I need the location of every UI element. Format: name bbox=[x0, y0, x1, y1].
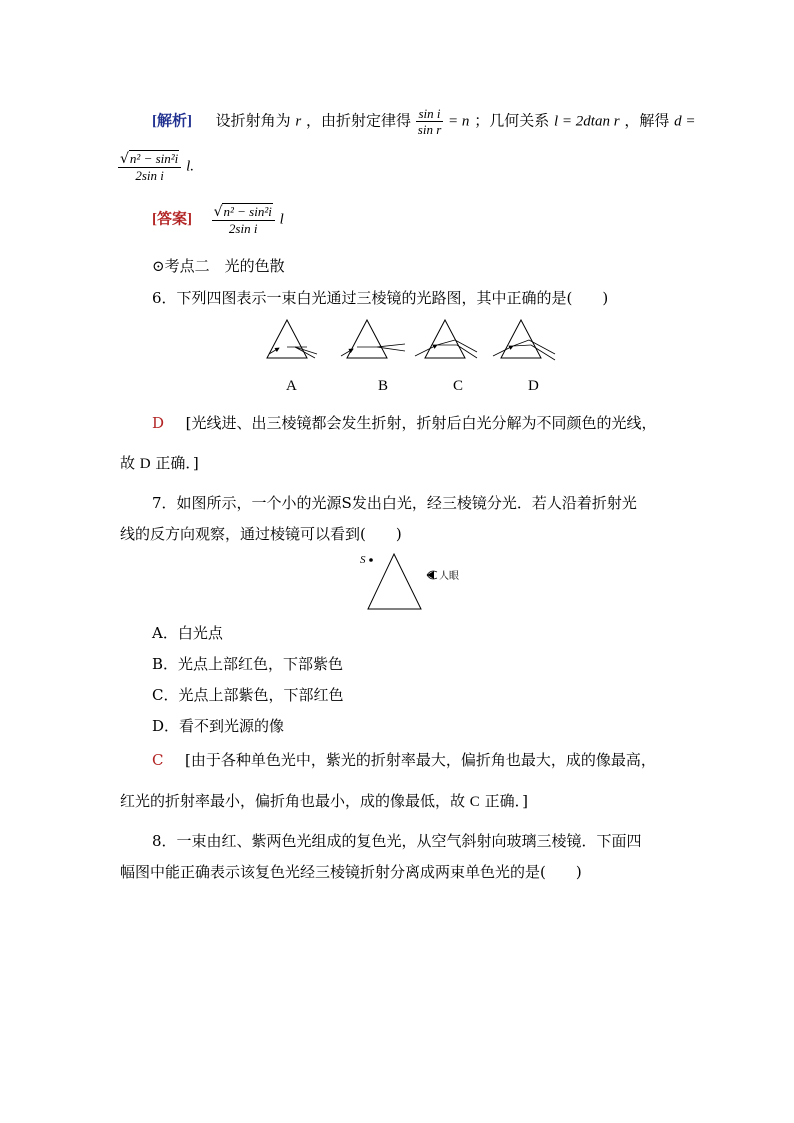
prism-triangle bbox=[368, 554, 421, 609]
q6-explanation-letter: D bbox=[139, 456, 151, 472]
q7-explanation-post: 正确．] bbox=[484, 792, 528, 810]
equals-n: = n bbox=[448, 113, 470, 130]
analysis-text-4: ，解得 bbox=[624, 111, 670, 130]
analysis-text-1: 设折射角为 bbox=[215, 111, 291, 130]
answer-fraction bbox=[212, 203, 275, 236]
q7-option-a: A．白光点 bbox=[152, 624, 223, 642]
q7-source-label: S bbox=[360, 554, 366, 566]
q7-explanation-line-1 bbox=[152, 749, 656, 770]
q7-answer-letter: C bbox=[152, 751, 164, 769]
q6-label-b: B bbox=[378, 378, 389, 394]
geometry-relation: l = 2dtan r bbox=[554, 113, 620, 130]
result-numerator: n² − sin²i bbox=[129, 151, 179, 166]
target-icon: ⊙ bbox=[152, 257, 165, 275]
q6-label-d: D bbox=[528, 378, 539, 394]
q7-explanation-pre: 红光的折射率最小，偏折角也最小，成的像最低，故 bbox=[120, 792, 466, 810]
q6-answer-letter: D bbox=[152, 414, 165, 432]
q6-stem: 6．下列四图表示一束白光通过三棱镜的光路图，其中正确的是( ) bbox=[152, 289, 609, 307]
q6-explanation-line-2 bbox=[120, 452, 199, 473]
q8-stem-line-1: 8．一束由红、紫两色光组成的复色光，从空气斜射向玻璃三棱镜．下面四 bbox=[152, 832, 642, 850]
q7-stem-line-1: 7．如图所示，一个小的光源S发出白光，经三棱镜分光．若人沿着折射光 bbox=[152, 494, 637, 512]
q7-eye-label: 人眼 bbox=[439, 571, 459, 582]
q6-explanation-text-1: [光线进、出三棱镜都会发生折射，折射后白光分解为不同颜色的光线， bbox=[185, 414, 657, 432]
eye-icon bbox=[427, 571, 437, 579]
q6-explanation-post: 正确．] bbox=[155, 454, 199, 472]
analysis-text-3: ；几何关系 bbox=[474, 111, 550, 130]
answer-suffix: l bbox=[279, 211, 284, 228]
d-equals: d = bbox=[674, 113, 696, 130]
q6-explanation-pre: 故 bbox=[120, 454, 136, 472]
q6-prism-figures bbox=[265, 318, 560, 366]
q7-explanation-line-2 bbox=[120, 790, 528, 811]
result-fraction bbox=[118, 150, 181, 183]
sqrt-icon: √ bbox=[120, 151, 129, 167]
analysis-text-2: ，由折射定律得 bbox=[305, 111, 411, 130]
q7-option-c: C．光点上部紫色，下部红色 bbox=[152, 686, 344, 704]
q7-explanation-text-1: [由于各种单色光中，紫光的折射率最大，偏折角也最大，成的像最高， bbox=[185, 751, 656, 769]
sqrt-icon: √ bbox=[213, 204, 223, 220]
prism-figure-a bbox=[267, 320, 317, 358]
q7-option-b: B．光点上部红色，下部紫色 bbox=[152, 655, 344, 673]
answer-tag: [答案] bbox=[152, 211, 192, 228]
q7-stem-line-2: 线的反方向观察，通过棱镜可以看到( ) bbox=[120, 525, 402, 543]
prism-figure-c bbox=[415, 320, 477, 358]
q6-label-c: C bbox=[453, 378, 464, 394]
q7-explanation-letter: C bbox=[469, 794, 480, 810]
q8-stem-line-2: 幅图中能正确表示该复色光经三棱镜折射分离成两束单色光的是( ) bbox=[120, 863, 582, 881]
q7-prism-figure bbox=[355, 548, 475, 612]
section-title: 考点二 光的色散 bbox=[164, 257, 285, 275]
snell-numerator: sin i bbox=[416, 106, 443, 122]
answer-numerator: n² − sin²i bbox=[223, 204, 272, 219]
analysis-line-1 bbox=[152, 106, 696, 137]
snell-fraction bbox=[416, 106, 443, 137]
light-source-dot bbox=[369, 558, 373, 562]
q6-label-a: A bbox=[286, 378, 297, 394]
q6-explanation-line-1 bbox=[152, 412, 656, 433]
q7-option-d: D．看不到光源的像 bbox=[152, 717, 285, 735]
analysis-result bbox=[118, 150, 194, 183]
result-suffix: l. bbox=[186, 158, 194, 175]
answer-line bbox=[152, 203, 284, 236]
snell-denominator: sin r bbox=[417, 122, 442, 137]
var-r: r bbox=[295, 113, 302, 130]
answer-denominator: 2sin i bbox=[228, 221, 258, 236]
result-denominator: 2sin i bbox=[135, 168, 164, 183]
analysis-tag: [解析] bbox=[152, 113, 192, 130]
prism-figure-d bbox=[493, 320, 555, 360]
prism-figure-b bbox=[341, 320, 405, 358]
section-heading bbox=[152, 255, 285, 276]
